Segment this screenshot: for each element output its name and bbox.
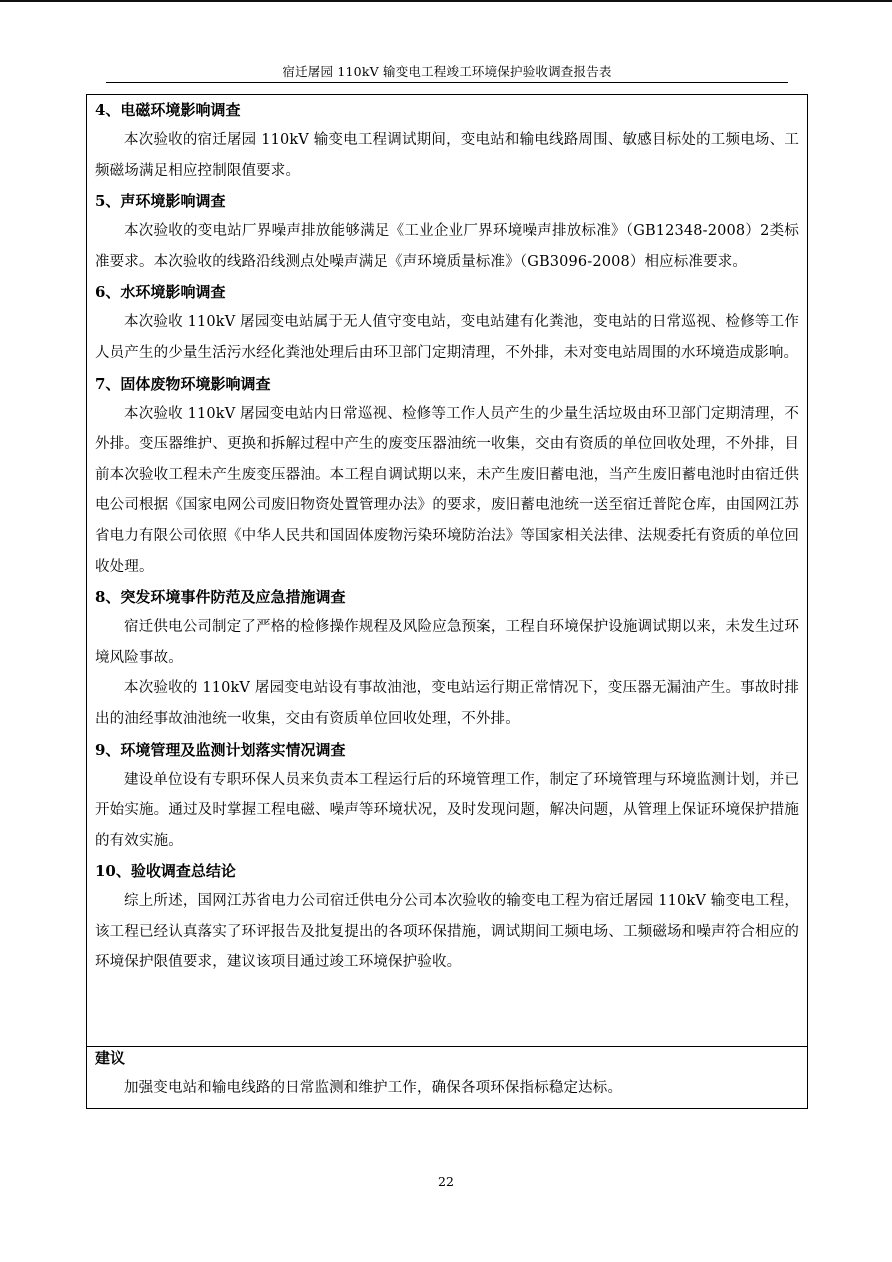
section-title: 5、声环境影响调查 — [95, 192, 226, 211]
page-number: 22 — [438, 1174, 454, 1189]
section-paragraph: 本次验收的宿迁屠园 110kV 输变电工程调试期间，变电站和输电线路周围、敏感目标处的工频电场、工频磁场满足相应控制限值要求。 — [95, 132, 799, 179]
section-title: 6、水环境影响调查 — [95, 283, 226, 302]
section-water — [95, 277, 799, 368]
suggestion-cell — [95, 1047, 799, 1103]
section-title: 8、突发环境事件防范及应急措施调查 — [95, 588, 346, 607]
section-paragraph: 综上所述，国网江苏省电力公司宿迁供电分公司本次验收的输变电工程为宿迁屠园 110kV 输变电工程，该工程已经认真落实了环评报告及批复提出的各项环保措施，调试期间工频电场、工频磁场和噪声符合相应的环境保护限值要求，建议该项目通过竣工环境保护验收。 — [95, 893, 799, 971]
section-title: 9、环境管理及监测计划落实情况调查 — [95, 740, 346, 759]
section-title: 4、电磁环境影响调查 — [95, 101, 241, 119]
section-solid-waste — [95, 369, 799, 583]
suggestion-text: 加强变电站和输电线路的日常监测和维护工作，确保各项环保指标稳定达标。 — [124, 1080, 623, 1096]
section-title: 7、固体废物环境影响调查 — [95, 374, 271, 393]
survey-conclusions-cell — [95, 95, 799, 978]
section-paragraph: 宿迁供电公司制定了严格的检修操作规程及风险应急预案，工程自环境保护设施调试期以来，未发生过环境风险事故。 — [95, 619, 799, 666]
section-acoustic — [95, 186, 799, 277]
section-emergency — [95, 582, 799, 734]
section-paragraph: 本次验收 110kV 屠园变电站内日常巡视、检修等工作人员产生的少量生活垃圾由环卫部门定期清理，不外排。变压器维护、更换和拆解过程中产生的废变压器油统一收集，交由有资质的单位回收处理，不外排，目前本次验收工程未产生废变压器油。本工程自调试期以来，未产生废旧蓄电池，当产生废旧蓄电池时由宿迁供电公司根据《国家电网公司废旧物资处置管理办法》的要求，废旧蓄电池统一送至宿迁普陀仓库，由国网江苏省电力有限公司依照《中华人民共和国固体废物污染环境防治法》等国家相关法律、法规委托有资质的单位回收处理。 — [95, 405, 799, 575]
section-management — [95, 735, 799, 857]
section-paragraph: 本次验收的 110kV 屠园变电站设有事故油池，变电站运行期正常情况下，变压器无漏油产生。事故时排出的油经事故油池统一收集，交由有资质单位回收处理，不外排。 — [95, 680, 799, 727]
header-rule — [106, 82, 788, 83]
section-paragraph: 本次验收 110kV 屠园变电站属于无人值守变电站，变电站建有化粪池，变电站的日常巡视、检修等工作人员产生的少量生活污水经化粪池处理后由环卫部门定期清理，不外排，未对变电站周围的水环境造成影响。 — [95, 314, 799, 361]
report-table — [86, 94, 808, 1109]
section-paragraph: 建设单位设有专职环保人员来负责本工程运行后的环境管理工作，制定了环境管理与环境监测计划，并已开始实施。通过及时掌握工程电磁、噪声等环境状况，及时发现问题，解决问题，从管理上保证环境保护措施的有效实施。 — [95, 771, 799, 849]
running-header: 宿迁屠园 110kV 输变电工程竣工环境保护验收调查报告表 — [282, 64, 612, 79]
section-paragraph: 本次验收的变电站厂界噪声排放能够满足《工业企业厂界环境噪声排放标准》（GB12348-2008）2类标准要求。本次验收的线路沿线测点处噪声满足《声环境质量标准》（GB3096-2008）相应标准要求。 — [95, 223, 799, 270]
section-title: 10、验收调查总结论 — [95, 862, 236, 881]
suggestion-title: 建议 — [95, 1049, 126, 1067]
section-conclusion — [95, 856, 799, 978]
section-electromagnetic — [95, 95, 799, 186]
page-top-border — [0, 0, 892, 2]
